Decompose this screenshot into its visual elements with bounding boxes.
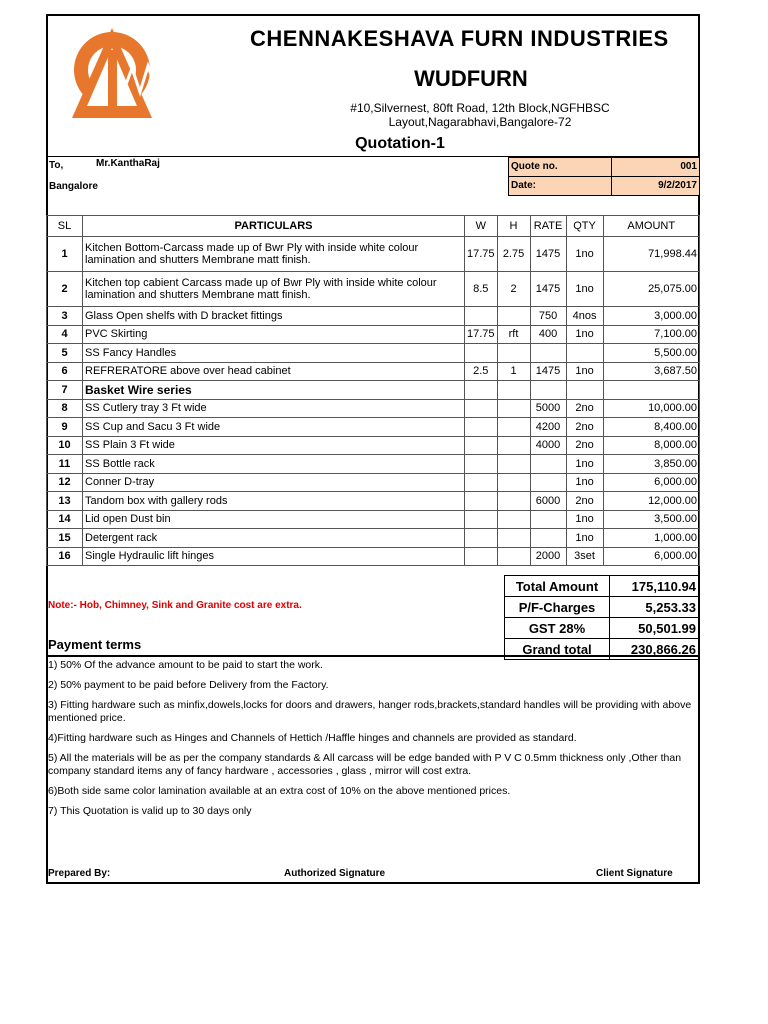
recipient-name: Mr.KanthaRaj bbox=[96, 158, 160, 169]
cell-h bbox=[497, 436, 530, 455]
cell-particulars: SS Cutlery tray 3 Ft wide bbox=[83, 399, 465, 418]
cell-qty: 1no bbox=[566, 237, 603, 272]
table-header-row bbox=[47, 216, 700, 237]
cell-w bbox=[465, 436, 498, 455]
cell-sl: 11 bbox=[47, 455, 83, 474]
company-logo bbox=[52, 20, 202, 120]
cell-qty: 2no bbox=[566, 418, 603, 437]
cell-sl: 1 bbox=[47, 237, 83, 272]
cell-w bbox=[465, 455, 498, 474]
cell-sl: 3 bbox=[47, 307, 83, 326]
cell-w bbox=[465, 492, 498, 511]
cell-particulars: Basket Wire series bbox=[83, 381, 465, 400]
cell-particulars: Detergent rack bbox=[83, 529, 465, 548]
address-line-2: Layout,Nagarabhavi,Bangalore-72 bbox=[388, 115, 572, 129]
cell-amount: 5,500.00 bbox=[603, 344, 699, 363]
cell-particulars: Conner D-tray bbox=[83, 473, 465, 492]
grand-total: 230,866.26 bbox=[610, 639, 700, 660]
cell-h bbox=[497, 492, 530, 511]
divider bbox=[46, 655, 700, 657]
payment-term: 4)Fitting hardware such as Hinges and Channels of Hettich /Haffle hinges and channels are provided as standard. bbox=[48, 732, 577, 744]
cell-particulars: Glass Open shelfs with D bracket fittings bbox=[83, 307, 465, 326]
cell-amount: 10,000.00 bbox=[603, 399, 699, 418]
cell-rate: 6000 bbox=[530, 492, 566, 511]
cell-qty: 1no bbox=[566, 529, 603, 548]
col-amount: AMOUNT bbox=[603, 216, 699, 237]
cell-rate: 1475 bbox=[530, 237, 566, 272]
cell-h bbox=[497, 547, 530, 566]
cell-particulars: SS Cup and Sacu 3 Ft wide bbox=[83, 418, 465, 437]
to-label: To, bbox=[49, 160, 64, 171]
cell-qty: 2no bbox=[566, 436, 603, 455]
recipient-city: Bangalore bbox=[49, 181, 98, 192]
cell-amount: 3,850.00 bbox=[603, 455, 699, 474]
cell-h bbox=[497, 510, 530, 529]
cell-h bbox=[497, 529, 530, 548]
cell-qty: 1no bbox=[566, 510, 603, 529]
cell-amount: 12,000.00 bbox=[603, 492, 699, 511]
cell-qty: 1no bbox=[566, 362, 603, 381]
cell-rate bbox=[530, 529, 566, 548]
cell-particulars: Single Hydraulic lift hinges bbox=[83, 547, 465, 566]
cell-qty: 1no bbox=[566, 325, 603, 344]
cell-sl: 16 bbox=[47, 547, 83, 566]
document-title: Quotation-1 bbox=[355, 135, 445, 152]
prepared-by-label: Prepared By: bbox=[48, 868, 111, 879]
cell-amount: 71,998.44 bbox=[603, 237, 699, 272]
cell-h: 1 bbox=[497, 362, 530, 381]
payment-term: 7) This Quotation is valid up to 30 days only bbox=[48, 805, 252, 817]
cell-particulars: SS Bottle rack bbox=[83, 455, 465, 474]
payment-terms-list bbox=[48, 659, 698, 825]
col-qty: QTY bbox=[566, 216, 603, 237]
col-h: H bbox=[497, 216, 530, 237]
cell-h bbox=[497, 418, 530, 437]
cell-qty bbox=[566, 381, 603, 400]
table-row bbox=[47, 418, 700, 437]
col-w: W bbox=[465, 216, 498, 237]
cell-w bbox=[465, 547, 498, 566]
table-row bbox=[47, 381, 700, 400]
cell-sl: 15 bbox=[47, 529, 83, 548]
cell-amount bbox=[603, 381, 699, 400]
cell-sl: 14 bbox=[47, 510, 83, 529]
col-sl: SL bbox=[47, 216, 83, 237]
cell-particulars: REFRERATORE above over head cabinet bbox=[83, 362, 465, 381]
cell-sl: 7 bbox=[47, 381, 83, 400]
cell-amount: 3,000.00 bbox=[603, 307, 699, 326]
cell-w: 2.5 bbox=[465, 362, 498, 381]
cell-sl: 9 bbox=[47, 418, 83, 437]
cell-h: 2 bbox=[497, 272, 530, 307]
cell-w bbox=[465, 473, 498, 492]
quote-number: 001 bbox=[612, 158, 699, 176]
address-line-1: #10,Silvernest, 80ft Road, 12th Block,NGFHBSC bbox=[350, 101, 610, 115]
cell-particulars: Tandom box with gallery rods bbox=[83, 492, 465, 511]
cell-w bbox=[465, 418, 498, 437]
extra-cost-note: Note:- Hob, Chimney, Sink and Granite cost are extra. bbox=[48, 600, 302, 611]
cell-w bbox=[465, 381, 498, 400]
cell-qty bbox=[566, 344, 603, 363]
cell-amount: 8,400.00 bbox=[603, 418, 699, 437]
cell-rate: 1475 bbox=[530, 362, 566, 381]
cell-qty: 1no bbox=[566, 272, 603, 307]
cell-rate: 4200 bbox=[530, 418, 566, 437]
table-row bbox=[47, 399, 700, 418]
cell-h bbox=[497, 344, 530, 363]
quote-number-label: Quote no. bbox=[509, 158, 612, 176]
brand-name: WUDFURN bbox=[414, 66, 528, 91]
cell-amount: 3,500.00 bbox=[603, 510, 699, 529]
table-row bbox=[47, 455, 700, 474]
cell-qty: 4nos bbox=[566, 307, 603, 326]
company-address bbox=[330, 101, 630, 129]
total-amount: 175,110.94 bbox=[610, 576, 700, 597]
table-row bbox=[47, 547, 700, 566]
col-rate: RATE bbox=[530, 216, 566, 237]
cell-qty: 2no bbox=[566, 399, 603, 418]
cell-qty: 1no bbox=[566, 473, 603, 492]
cell-h bbox=[497, 399, 530, 418]
cell-qty: 1no bbox=[566, 455, 603, 474]
cell-h: rft bbox=[497, 325, 530, 344]
totals-table bbox=[504, 575, 700, 660]
cell-rate: 750 bbox=[530, 307, 566, 326]
cell-sl: 6 bbox=[47, 362, 83, 381]
table-row bbox=[47, 492, 700, 511]
cell-particulars: PVC Skirting bbox=[83, 325, 465, 344]
grand-total-label: Grand total bbox=[505, 639, 610, 660]
cell-w: 8.5 bbox=[465, 272, 498, 307]
quote-date-box bbox=[508, 176, 700, 196]
cell-sl: 13 bbox=[47, 492, 83, 511]
table-row bbox=[47, 272, 700, 307]
pf-charges-row bbox=[505, 597, 700, 618]
total-amount-row bbox=[505, 576, 700, 597]
cell-rate: 5000 bbox=[530, 399, 566, 418]
cell-amount: 25,075.00 bbox=[603, 272, 699, 307]
cell-w bbox=[465, 529, 498, 548]
table-row bbox=[47, 436, 700, 455]
cell-h bbox=[497, 381, 530, 400]
items-table bbox=[46, 215, 700, 566]
table-row bbox=[47, 529, 700, 548]
cell-sl: 12 bbox=[47, 473, 83, 492]
authorized-signature-label: Authorized Signature bbox=[284, 868, 386, 879]
cell-w bbox=[465, 307, 498, 326]
cell-sl: 5 bbox=[47, 344, 83, 363]
cell-rate bbox=[530, 381, 566, 400]
cell-w: 17.75 bbox=[465, 237, 498, 272]
cell-rate bbox=[530, 344, 566, 363]
cell-h bbox=[497, 307, 530, 326]
cell-h bbox=[497, 455, 530, 474]
payment-term: 5) All the materials will be as per the company standards & All carcass will be edge banded with P V C 0.5mm thickness only ,Other than company standard items any of fancy hardware , accessories , glass , mirror will cost extra. bbox=[48, 752, 682, 777]
cell-amount: 6,000.00 bbox=[603, 547, 699, 566]
cell-particulars: Lid open Dust bin bbox=[83, 510, 465, 529]
table-row bbox=[47, 510, 700, 529]
table-row bbox=[47, 325, 700, 344]
cell-particulars: SS Plain 3 Ft wide bbox=[83, 436, 465, 455]
cell-h: 2.75 bbox=[497, 237, 530, 272]
cell-rate: 400 bbox=[530, 325, 566, 344]
cell-rate: 4000 bbox=[530, 436, 566, 455]
cell-particulars: SS Fancy Handles bbox=[83, 344, 465, 363]
cell-w bbox=[465, 344, 498, 363]
gst-amount: 50,501.99 bbox=[610, 618, 700, 639]
cell-rate: 1475 bbox=[530, 272, 566, 307]
cell-sl: 2 bbox=[47, 272, 83, 307]
cell-rate bbox=[530, 473, 566, 492]
cell-amount: 1,000.00 bbox=[603, 529, 699, 548]
cell-rate bbox=[530, 510, 566, 529]
cell-particulars: Kitchen Bottom-Carcass made up of Bwr Ply with inside white colour lamination and shutters Membrane matt finish. bbox=[83, 237, 465, 272]
cell-particulars: Kitchen top cabient Carcass made up of Bwr Ply with inside white colour lamination and shutters Membrane matt finish. bbox=[83, 272, 465, 307]
cell-sl: 4 bbox=[47, 325, 83, 344]
gst-label: GST 28% bbox=[505, 618, 610, 639]
cell-qty: 3set bbox=[566, 547, 603, 566]
payment-term: 2) 50% payment to be paid before Delivery from the Factory. bbox=[48, 679, 329, 691]
cell-w bbox=[465, 399, 498, 418]
cell-amount: 3,687.50 bbox=[603, 362, 699, 381]
client-signature-label: Client Signature bbox=[596, 868, 673, 879]
payment-term: 6)Both side same color lamination available at an extra cost of 10% on the above mentioned prices. bbox=[48, 785, 511, 797]
total-amount-label: Total Amount bbox=[505, 576, 610, 597]
payment-term: 1) 50% Of the advance amount to be paid to start the work. bbox=[48, 659, 323, 671]
cell-amount: 7,100.00 bbox=[603, 325, 699, 344]
quote-date: 9/2/2017 bbox=[612, 177, 699, 195]
cell-qty: 2no bbox=[566, 492, 603, 511]
table-row bbox=[47, 344, 700, 363]
table-row bbox=[47, 307, 700, 326]
cell-w bbox=[465, 510, 498, 529]
table-row bbox=[47, 237, 700, 272]
cell-amount: 6,000.00 bbox=[603, 473, 699, 492]
pf-charges-label: P/F-Charges bbox=[505, 597, 610, 618]
cell-sl: 8 bbox=[47, 399, 83, 418]
table-row bbox=[47, 362, 700, 381]
pf-charges: 5,253.33 bbox=[610, 597, 700, 618]
payment-terms-heading: Payment terms bbox=[48, 637, 142, 652]
col-particulars: PARTICULARS bbox=[83, 216, 465, 237]
cell-amount: 8,000.00 bbox=[603, 436, 699, 455]
company-name: CHENNAKESHAVA FURN INDUSTRIES bbox=[250, 26, 669, 51]
payment-term: 3) Fitting hardware such as minfix,dowels,locks for doors and drawers, hanger rods,brackets,standard handles will be providing with above mentioned price. bbox=[48, 699, 692, 724]
quote-number-box bbox=[508, 157, 700, 177]
quote-date-label: Date: bbox=[509, 177, 612, 195]
cell-w: 17.75 bbox=[465, 325, 498, 344]
cell-rate bbox=[530, 455, 566, 474]
cell-rate: 2000 bbox=[530, 547, 566, 566]
cell-sl: 10 bbox=[47, 436, 83, 455]
cell-h bbox=[497, 473, 530, 492]
table-row bbox=[47, 473, 700, 492]
gst-row bbox=[505, 618, 700, 639]
